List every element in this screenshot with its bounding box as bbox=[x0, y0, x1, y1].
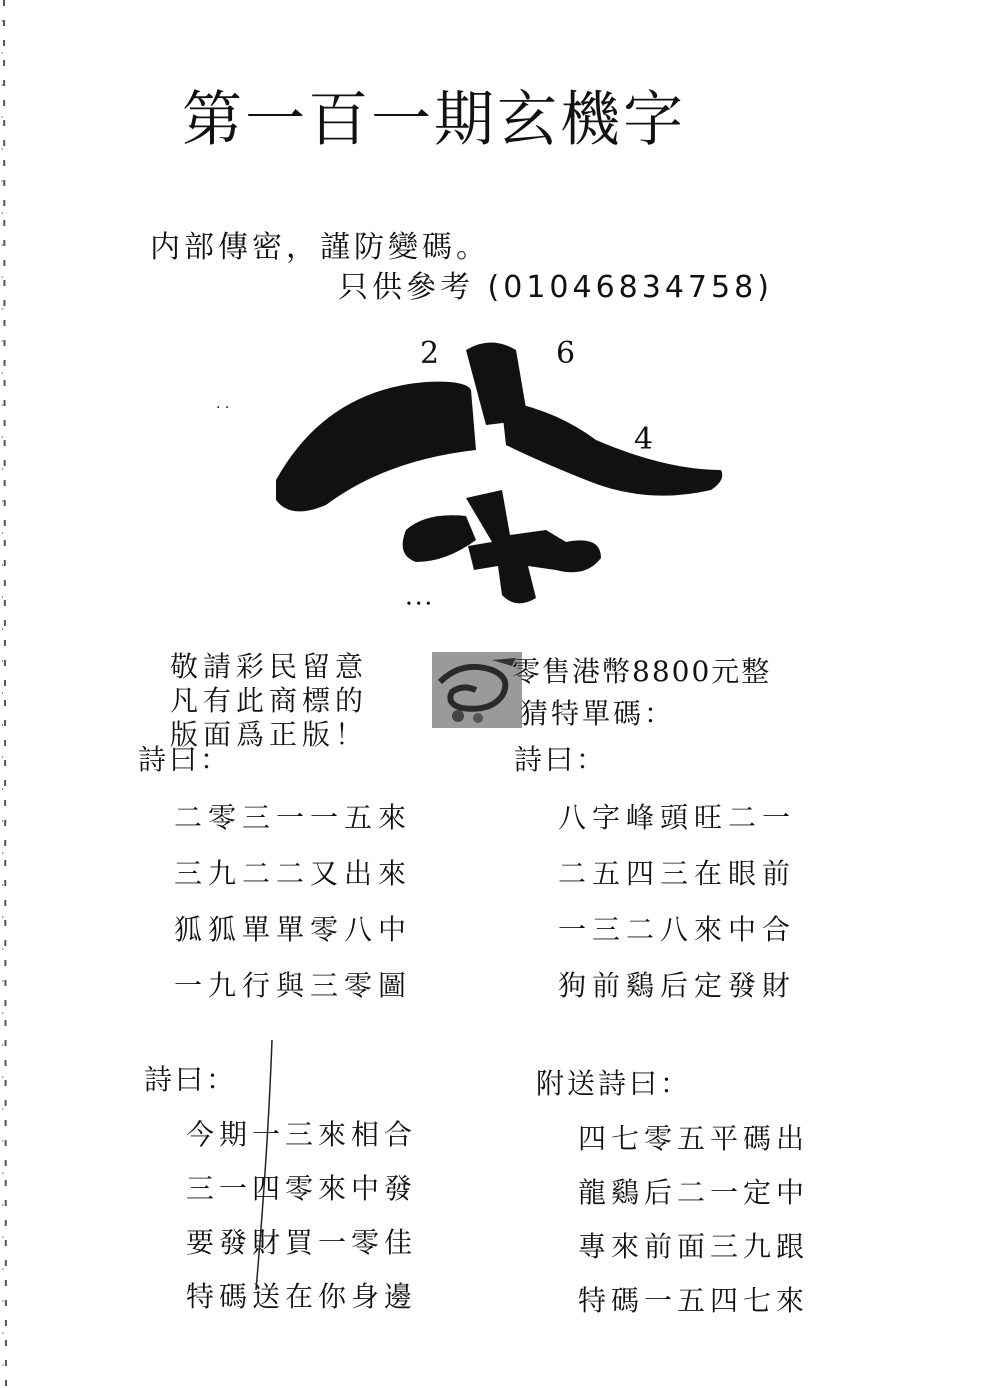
glyph-number-top-left: 2 bbox=[420, 336, 440, 371]
glyph-number-mid-left: 1 bbox=[374, 422, 394, 457]
poem-block bbox=[174, 790, 412, 1014]
poem-line: 三一四零來中發 bbox=[186, 1172, 418, 1205]
confidential-notice: 内部傳密，謹防變碼。 bbox=[150, 230, 490, 265]
page-title: 第一百一期玄機字 bbox=[182, 85, 686, 155]
mystery-glyph-icon bbox=[266, 330, 736, 610]
poem-line: 狐狐單單零八中 bbox=[174, 913, 413, 946]
dragon-trademark-icon bbox=[432, 652, 522, 728]
poem-line: 狗前鷄后定發財 bbox=[558, 969, 797, 1002]
poem-line: 要發財買一零佳 bbox=[186, 1226, 418, 1259]
poem-line: 三九二二又出來 bbox=[174, 857, 413, 890]
poem-heading: 詩曰： bbox=[144, 1063, 238, 1096]
warning-line: 凡有此商標的 bbox=[170, 684, 369, 717]
poem-line: 一三二八來中合 bbox=[558, 913, 797, 946]
warning-line: 敬請彩民留意 bbox=[170, 650, 369, 683]
poem-line: 一九行與三零圖 bbox=[174, 969, 413, 1002]
poem-line: 今期一三來相合 bbox=[186, 1118, 418, 1151]
poem-line: 八字峰頭旺二一 bbox=[558, 801, 797, 834]
glyph-number-top-right: 6 bbox=[556, 336, 576, 371]
poem-line: 二零三一一五來 bbox=[174, 801, 413, 834]
warning-line: 版面爲正版！ bbox=[170, 718, 369, 751]
authenticity-warning bbox=[170, 650, 368, 752]
poem-block bbox=[578, 1112, 809, 1328]
glyph-number-mid-right: 4 bbox=[634, 422, 654, 457]
poem-line: 專來前面三九跟 bbox=[578, 1230, 810, 1263]
poem-heading: 附送詩曰： bbox=[536, 1067, 692, 1100]
poem-heading: 詩曰： bbox=[514, 743, 608, 776]
special-number-label: 猜特單碼： bbox=[520, 697, 676, 730]
reference-line: 只供參考 (01046834758) bbox=[338, 270, 773, 305]
poem-line: 二五四三在眼前 bbox=[558, 857, 797, 890]
poem-line: 龍鷄后二一定中 bbox=[578, 1176, 810, 1209]
poem-block bbox=[186, 1108, 417, 1324]
sale-price: 零售港幣8800元整 bbox=[512, 655, 772, 688]
poem-line: 特碼送在你身邊 bbox=[186, 1280, 418, 1313]
poem-heading: 詩曰： bbox=[138, 743, 232, 776]
poem-line: 四七零五平碼出 bbox=[578, 1122, 810, 1155]
poem-block bbox=[558, 790, 796, 1014]
speck-dots: · · bbox=[216, 400, 230, 416]
speck-dots: ∙ ∙ ∙ bbox=[406, 596, 432, 610]
poem-line: 特碼一五四七來 bbox=[578, 1284, 810, 1317]
